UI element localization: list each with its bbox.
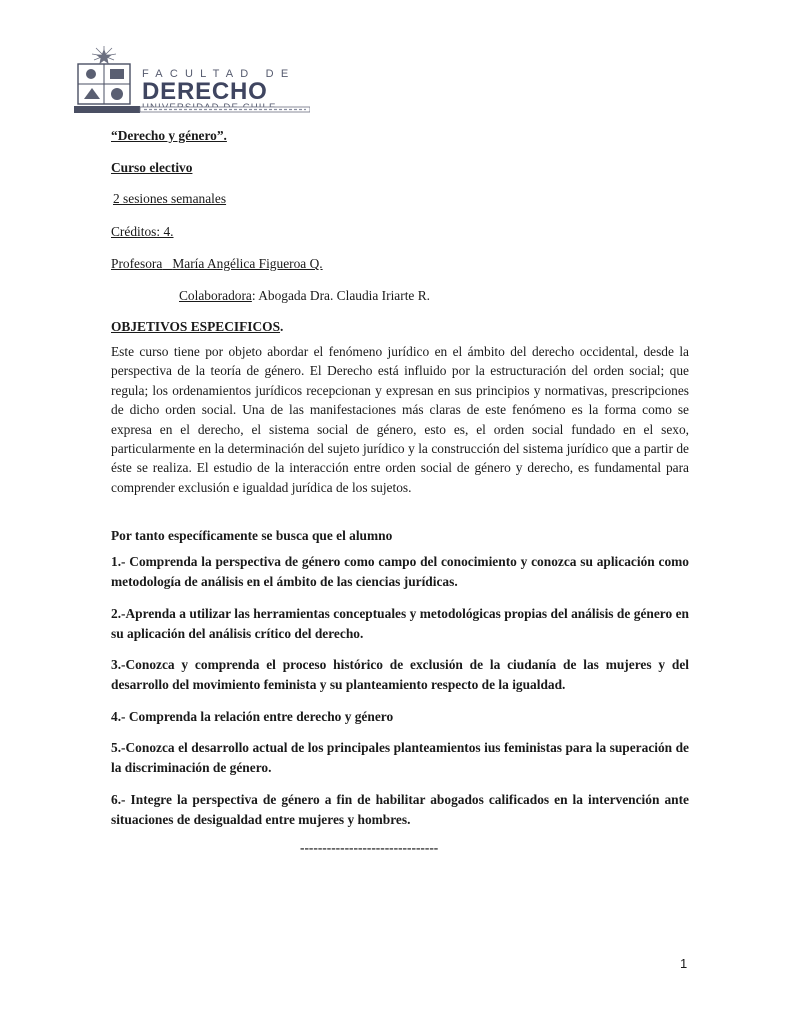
- objective-item-2: 2.-Aprenda a utilizar las herramientas conceptuales y metodológicas propias del análisis de género en su aplicación del análisis crítico del derecho.: [111, 606, 689, 641]
- page-number: 1: [680, 956, 688, 971]
- objective-item-6: 6.- Integre la perspectiva de género a fin de habilitar abogados calificados en la intervención ante situaciones de desigualdad entre mujeres y hombres.: [111, 792, 689, 827]
- professor-label: Profesora: [111, 256, 163, 271]
- objectives-heading: OBJETIVOS ESPECIFICOS: [111, 319, 281, 334]
- collaborator-line: [179, 288, 430, 304]
- course-type: Curso electivo: [111, 160, 193, 175]
- objectives-heading-line: [111, 319, 283, 335]
- professor-name: María Angélica Figueroa Q.: [172, 256, 323, 271]
- logo-band: [74, 106, 310, 113]
- course-credits: Créditos: 4.: [111, 224, 174, 239]
- logo-facultad-text: FACULTAD DE: [142, 68, 296, 80]
- objectives-intro-paragraph: Este curso tiene por objeto abordar el fenómeno jurídico en el ámbito del derecho occidental, desde la perspectiva de la teoría de género. El Derecho está influido por la estructuración del orden social; que regula; los ordenamientos jurídicos recepcionan y expresan en sus principios y normativas, prescripciones de dicho orden social. Una de las manifestaciones más claras de este fenómeno es la forma como se expresa en el derecho, el sistema social de género, esto es, el orden social fundado en el sexo, particularmente en la determinación del sujeto jurídico y la construcción del sistema jurídico que a partir de éste se realiza. El estudio de la interacción entre orden social de género y derecho, es fundamental para comprender exclusión e igualdad jurídica de los sujetos.: [111, 344, 689, 495]
- professor-line: [111, 256, 323, 272]
- course-sessions-line: [113, 191, 226, 207]
- course-sessions: 2 sesiones semanales: [113, 191, 227, 206]
- objectives-heading-suffix: .: [280, 319, 284, 334]
- collaborator-name: : Abogada Dra. Claudia Iriarte R.: [251, 288, 431, 303]
- collaborator-label: Colaboradora: [179, 288, 252, 303]
- faculty-logo: [74, 44, 310, 116]
- objectives-lead: Por tanto específicamente se busca que el alumno: [111, 528, 393, 543]
- objective-item-1: 1.- Comprenda la perspectiva de género como campo del conocimiento y conozca su aplicación como metodología de análisis en el ámbito de las ciencias jurídicas.: [111, 554, 689, 589]
- separator-line: -------------------------------: [300, 840, 439, 855]
- objective-item-5: 5.-Conozca el desarrollo actual de los principales planteamientos ius feministas para la superación de la discriminación de género.: [111, 740, 689, 775]
- objective-item-3: 3.-Conozca y comprenda el proceso histórico de exclusión de la ciudanía de las mujeres y del desarrollo del movimiento feminista y su planteamiento respecto de la igualdad.: [111, 657, 689, 692]
- course-title: “Derecho y género”.: [111, 128, 227, 143]
- logo-derecho-text: DERECHO: [142, 78, 268, 105]
- objective-item-4: 4.- Comprenda la relación entre derecho y género: [111, 709, 394, 724]
